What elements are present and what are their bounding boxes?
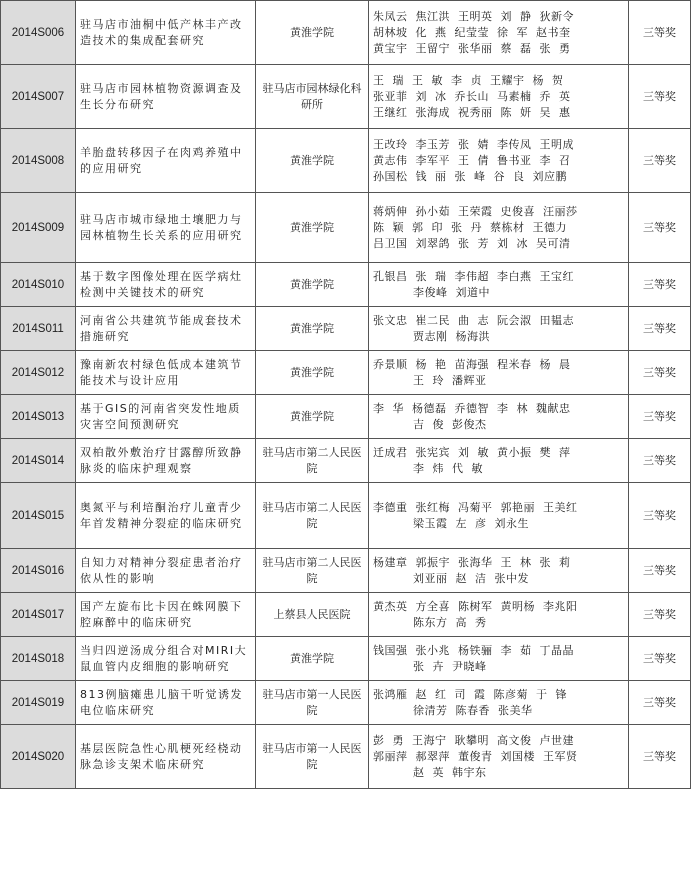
award-level: 三等奖	[629, 637, 691, 681]
table-row	[1, 307, 691, 351]
completing-people: 李德重 张红梅 冯菊平 郭艳丽 王美红 梁玉霞 左 彦 刘永生	[369, 483, 629, 549]
award-id: 2014S014	[1, 439, 76, 483]
award-id: 2014S012	[1, 351, 76, 395]
award-id: 2014S010	[1, 263, 76, 307]
award-id: 2014S009	[1, 193, 76, 263]
project-title: 河南省公共建筑节能成套技术措施研究	[76, 307, 256, 351]
table-row	[1, 193, 691, 263]
project-title: 驻马店市城市绿地土壤肥力与园林植物生长关系的应用研究	[76, 193, 256, 263]
award-id: 2014S018	[1, 637, 76, 681]
award-level: 三等奖	[629, 549, 691, 593]
project-title: 驻马店市园林植物资源调查及生长分布研究	[76, 65, 256, 129]
award-level: 三等奖	[629, 129, 691, 193]
completing-people: 乔景顺 杨 艳 苗海强 程米春 杨 晨 王 玲 潘辉亚	[369, 351, 629, 395]
project-title: 自知力对精神分裂症患者治疗依从性的影响	[76, 549, 256, 593]
completing-unit: 上蔡县人民医院	[256, 593, 369, 637]
award-level: 三等奖	[629, 439, 691, 483]
project-title: 驻马店市油桐中低产林丰产改造技术的集成配套研究	[76, 1, 256, 65]
completing-people: 孔银昌 张 瑞 李伟超 李白燕 王宝红 李俊峰 刘道中	[369, 263, 629, 307]
award-level: 三等奖	[629, 263, 691, 307]
award-level: 三等奖	[629, 483, 691, 549]
completing-unit: 黄淮学院	[256, 129, 369, 193]
award-level: 三等奖	[629, 725, 691, 789]
completing-people: 朱凤云 焦江洪 王明英 刘 静 狄新令 胡林坡 化 燕 纪莹莹 徐 军 赵书奎 黄宝宇 王留宁 张华丽 蔡 磊 张 勇	[369, 1, 629, 65]
award-id: 2014S016	[1, 549, 76, 593]
project-title: 豫南新农村绿色低成本建筑节能技术与设计应用	[76, 351, 256, 395]
award-level: 三等奖	[629, 395, 691, 439]
award-level: 三等奖	[629, 1, 691, 65]
completing-unit: 黄淮学院	[256, 395, 369, 439]
completing-unit: 黄淮学院	[256, 193, 369, 263]
award-level: 三等奖	[629, 681, 691, 725]
table-row	[1, 1, 691, 65]
completing-unit: 驻马店市第二人民医院	[256, 439, 369, 483]
table-row	[1, 681, 691, 725]
completing-people: 张文忠 崔二民 曲 志 阮会淑 田韫志 贾志刚 杨海洪	[369, 307, 629, 351]
completing-unit: 黄淮学院	[256, 637, 369, 681]
completing-unit: 黄淮学院	[256, 263, 369, 307]
completing-people: 王 瑞 王 敏 李 贞 王耀宇 杨 贺 张亚菲 刘 冰 乔长山 马素楠 乔 英 王继红 张海成 祝秀丽 陈 妍 吴 惠	[369, 65, 629, 129]
table-row	[1, 637, 691, 681]
award-level: 三等奖	[629, 351, 691, 395]
table-row	[1, 439, 691, 483]
award-id: 2014S007	[1, 65, 76, 129]
table-row	[1, 65, 691, 129]
completing-people: 杨建章 郭振宇 张海华 王 林 张 莉 刘亚丽 赵 洁 张中发	[369, 549, 629, 593]
completing-unit: 驻马店市园林绿化科研所	[256, 65, 369, 129]
table-row	[1, 549, 691, 593]
completing-unit: 黄淮学院	[256, 307, 369, 351]
table-row	[1, 351, 691, 395]
project-title: 双柏散外敷治疗甘露醇所致静脉炎的临床护理观察	[76, 439, 256, 483]
completing-unit: 驻马店市第二人民医院	[256, 549, 369, 593]
award-id: 2014S019	[1, 681, 76, 725]
project-title: 基层医院急性心肌梗死经桡动脉急诊支架术临床研究	[76, 725, 256, 789]
project-title: 当归四逆汤成分组合对MIRI大鼠血管内皮细胞的影响研究	[76, 637, 256, 681]
table-row	[1, 593, 691, 637]
completing-unit: 驻马店市第一人民医院	[256, 725, 369, 789]
table-row	[1, 725, 691, 789]
completing-unit: 黄淮学院	[256, 351, 369, 395]
completing-people: 钱国强 张小兆 杨铁骊 李 茹 丁晶晶 张 卉 尹晓峰	[369, 637, 629, 681]
completing-people: 迁成君 张宪宾 刘 敏 黄小振 樊 萍 李 炜 代 敏	[369, 439, 629, 483]
project-title: 813例脑瘫患儿脑干听觉诱发电位临床研究	[76, 681, 256, 725]
award-id: 2014S020	[1, 725, 76, 789]
award-id: 2014S011	[1, 307, 76, 351]
table-row	[1, 395, 691, 439]
award-id: 2014S017	[1, 593, 76, 637]
completing-people: 王改玲 李玉芳 张 婧 李传凤 王明成 黄志伟 李军平 王 倩 鲁书亚 李 召 孙国松 钱 丽 张 峰 谷 良 刘应鹏	[369, 129, 629, 193]
award-id: 2014S015	[1, 483, 76, 549]
project-title: 国产左旋布比卡因在蛛网膜下腔麻醉中的临床研究	[76, 593, 256, 637]
project-title: 基于GIS的河南省突发性地质灾害空间预测研究	[76, 395, 256, 439]
completing-unit: 驻马店市第一人民医院	[256, 681, 369, 725]
completing-unit: 驻马店市第二人民医院	[256, 483, 369, 549]
award-level: 三等奖	[629, 65, 691, 129]
completing-unit: 黄淮学院	[256, 1, 369, 65]
table-row	[1, 483, 691, 549]
project-title: 基于数字图像处理在医学病灶检测中关键技术的研究	[76, 263, 256, 307]
award-level: 三等奖	[629, 193, 691, 263]
completing-people: 张鸿雁 赵 红 司 霞 陈彦菊 于 锋 徐清芳 陈春香 张美华	[369, 681, 629, 725]
project-title: 羊胎盘转移因子在肉鸡养殖中的应用研究	[76, 129, 256, 193]
project-title: 奥氮平与利培酮治疗儿童青少年首发精神分裂症的临床研究	[76, 483, 256, 549]
table-row	[1, 129, 691, 193]
award-id: 2014S006	[1, 1, 76, 65]
completing-people: 黄杰英 方全喜 陈树军 黄明杨 李兆阳 陈东方 高 秀	[369, 593, 629, 637]
award-level: 三等奖	[629, 593, 691, 637]
award-id: 2014S008	[1, 129, 76, 193]
completing-people: 彭 勇 王海宁 耿攀明 高文俊 卢世建 郭丽萍 郝翠萍 董俊青 刘国楼 王军贤 赵 英 韩宇东	[369, 725, 629, 789]
award-id: 2014S013	[1, 395, 76, 439]
table-row	[1, 263, 691, 307]
completing-people: 李 华 杨德磊 乔德智 李 林 魏献忠 吉 俊 彭俊杰	[369, 395, 629, 439]
completing-people: 蒋炳伸 孙小茹 王荣霞 史俊喜 汪丽莎 陈 颖 郭 印 张 丹 蔡栋材 王德力 吕卫国 刘翠鸽 张 芳 刘 冰 吴可清	[369, 193, 629, 263]
award-level: 三等奖	[629, 307, 691, 351]
